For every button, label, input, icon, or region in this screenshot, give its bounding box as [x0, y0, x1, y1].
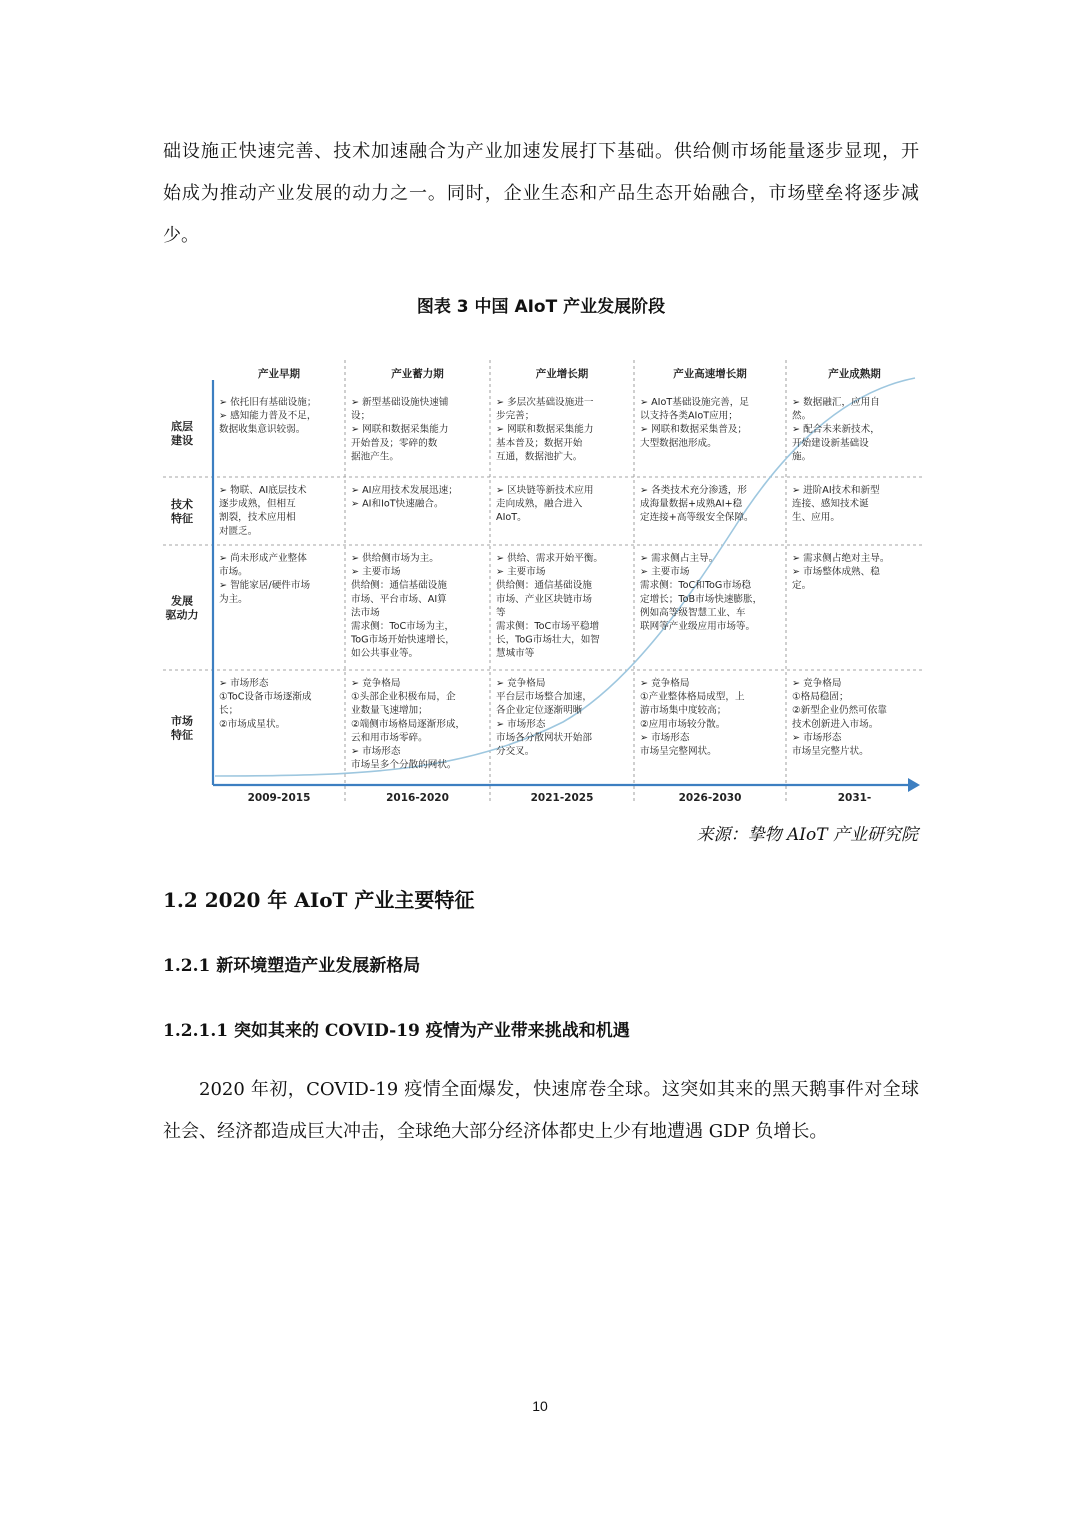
- intro-line-1: 础设施正快速完善、技术加速融合为产业加速发展打下基础。供给侧市场能量逐步显现，开: [163, 141, 919, 162]
- cell-text: 连接、感知技术诞: [792, 498, 869, 510]
- cell-text: 慧城市等: [496, 648, 535, 660]
- stage-header: 产业早期: [258, 368, 300, 380]
- cell-text: 长，ToG市场壮大，如智: [496, 634, 600, 646]
- cell-text: 市场、平台市场、AI算: [351, 593, 447, 605]
- cell-text: ➢ 需求侧占主导。: [640, 553, 719, 564]
- cell-text: 市场各分散网状开始部: [496, 732, 592, 744]
- year-label: 2009-2015: [247, 792, 311, 804]
- cell-text: 定增长；ToB市场快速膨胀，: [640, 593, 763, 605]
- cell-text: 平台层市场整合加速，: [496, 691, 592, 703]
- row-label: 特征: [171, 512, 193, 525]
- cell-text: ➢ 多层次基础设施进一: [496, 397, 594, 408]
- cell-text: 市场呈完整网状。: [640, 746, 717, 757]
- cell-text: 施。: [792, 451, 812, 463]
- cell-text: ➢ 智能家居/硬件市场: [219, 580, 311, 592]
- cell-text: 设；: [351, 410, 371, 422]
- cell-text: ➢ 物联、AI底层技术: [219, 485, 307, 496]
- cell-text: ➢ 市场整体成熟、稳: [792, 566, 880, 578]
- cell-text: ➢ 依托旧有基础设施；: [219, 397, 317, 408]
- cell-text: ➢ AIoT基础设施完善，足: [640, 397, 749, 408]
- cell-text: ➢ 网联和数据采集普及；: [640, 424, 748, 436]
- cell-text: ➢ 供给侧市场为主。: [351, 553, 439, 564]
- cell-text: 定连接+高等级安全保障。: [640, 512, 754, 524]
- cell-text: ➢ 市场形态: [496, 718, 546, 730]
- cell-text: ➢ 主要市场: [640, 566, 690, 578]
- cell-text: 对匮乏。: [219, 525, 258, 537]
- cell-text: 互通，数据池扩大。: [496, 451, 583, 463]
- stage-header: 产业蓄力期: [391, 368, 444, 380]
- cell-text: 割裂，技术应用相: [219, 512, 296, 524]
- cell-text: ➢ 主要市场: [496, 566, 546, 578]
- cell-text: 长；: [219, 705, 239, 717]
- cell-text: 逐步成熟，但相互: [219, 498, 296, 510]
- row-label: 发展: [171, 594, 193, 608]
- cell-text: 分交叉。: [496, 746, 535, 757]
- cell-text: 如公共事业等。: [351, 648, 419, 660]
- cell-text: ①头部企业积极布局，企: [351, 691, 456, 703]
- intro-line-3: 少。: [163, 225, 199, 246]
- cell-text: ➢ 配合未来新技术，: [792, 424, 880, 436]
- cell-text: ➢ 竞争格局: [792, 678, 842, 689]
- cell-text: 走向成熟，融合进入: [496, 498, 583, 510]
- cell-text: ➢ 数据融汇，应用自: [792, 397, 880, 408]
- cell-text: 云和用市场零碎。: [351, 732, 428, 744]
- cell-text: 业数量飞速增加；: [351, 705, 428, 717]
- cell-text: ToG市场开始快速增长，: [351, 634, 455, 646]
- cell-text: 需求侧：ToC和ToG市场稳: [640, 580, 752, 592]
- cell-text: ➢ 市场形态: [640, 732, 690, 744]
- cell-text: 法市场: [351, 607, 380, 619]
- row-label: 技术: [171, 498, 193, 511]
- cell-text: 市场呈多个分散的网状。: [351, 759, 457, 771]
- body-line-1: 2020 年初，COVID-19 疫情全面爆发，快速席卷全球。这突如其来的黑天鹅事件对全球: [199, 1079, 919, 1100]
- cell-text: ➢ 竞争格局: [640, 678, 690, 689]
- cell-text: 市场、产业区块链市场: [496, 593, 592, 605]
- cell-text: ➢ 新型基础设施快速铺: [351, 397, 449, 408]
- cell-text: 生、应用。: [792, 512, 840, 524]
- cell-text: 数据收集意识较弱。: [219, 424, 306, 436]
- cell-text: ➢ 区块链等新技术应用: [496, 485, 594, 496]
- cell-text: ➢ 网联和数据采集能力: [351, 424, 449, 436]
- cell-text: 供给侧：通信基础设施: [496, 580, 592, 592]
- stage-header: 产业增长期: [535, 368, 589, 380]
- cell-text: ➢ 需求侧占绝对主导。: [792, 553, 890, 564]
- cell-text: 市场。: [219, 566, 248, 578]
- cell-text: 供给侧：通信基础设施: [351, 580, 447, 592]
- stage-header: 产业高速增长期: [673, 368, 747, 380]
- stage-table-svg: [163, 352, 923, 804]
- year-label: 2026-2030: [678, 792, 742, 804]
- cell-text: AIoT。: [496, 512, 527, 524]
- cell-text: 成海量数据+成熟AI+稳: [640, 498, 743, 510]
- cell-text: ➢ AI应用技术发展迅速；: [351, 485, 458, 496]
- row-label: 建设: [171, 434, 193, 447]
- cell-text: 游市场集中度较高；: [640, 705, 727, 717]
- cell-text: 定。: [792, 580, 812, 592]
- row-label: 特征: [171, 728, 193, 742]
- cell-text: 技术创新进入市场。: [792, 718, 879, 730]
- cell-text: ①产业整体格局成型，上: [640, 691, 745, 703]
- cell-text: ①ToC设备市场逐渐成: [219, 691, 312, 703]
- intro-line-2: 始成为推动产业发展的动力之一。同时，企业生态和产品生态开始融合，市场壁垒将逐步减: [163, 183, 919, 204]
- year-label: 2031-: [837, 792, 872, 804]
- row-label: 驱动力: [165, 608, 199, 622]
- cell-text: 为主。: [219, 593, 248, 605]
- cell-text: 步完善；: [496, 410, 535, 422]
- cell-text: ➢ 竞争格局: [351, 678, 401, 689]
- cell-text: 大型数据池形成。: [640, 437, 717, 449]
- cell-text: 开始普及；零碎的数: [351, 437, 438, 449]
- figure-source: 来源：挚物 AIoT 产业研究院: [696, 825, 918, 845]
- cell-text: 然。: [792, 410, 812, 422]
- cell-text: ➢ 网联和数据采集能力: [496, 424, 594, 436]
- year-label: 2016-2020: [386, 792, 449, 804]
- cell-text: 各企业定位逐渐明晰: [496, 705, 583, 717]
- cell-text: 需求侧：ToC市场平稳增: [496, 621, 600, 632]
- cell-text: ➢ 尚未形成产业整体: [219, 553, 307, 564]
- row-label: 底层: [171, 420, 193, 433]
- cell-text: 市场呈完整片状。: [792, 746, 869, 757]
- cell-text: ②端侧市场格局逐渐形成，: [351, 718, 466, 730]
- cell-text: ➢ 供给、需求开始平衡。: [496, 553, 604, 564]
- section-heading-1-2: 1.2 2020 年 AIoT 产业主要特征: [163, 888, 475, 912]
- aiot-stage-figure: [163, 352, 923, 804]
- cell-text: 开始建设新基础设: [792, 437, 869, 449]
- cell-text: 联网等产业级应用市场等。: [640, 621, 756, 632]
- cell-text: ➢ 各类技术充分渗透，形: [640, 485, 748, 496]
- body-line-2: 社会、经济都造成巨大冲击，全球绝大部分经济体都史上少有地遭遇 GDP 负增长。: [163, 1121, 828, 1142]
- cell-text: 以支持各类AIoT应用；: [640, 410, 738, 422]
- cell-text: ➢ 市场形态: [219, 678, 269, 689]
- row-label: 市场: [171, 714, 193, 728]
- body-paragraph: [163, 1069, 919, 1153]
- section-heading-1-2-1-1: 1.2.1.1 突如其来的 COVID-19 疫情为产业带来挑战和机遇: [163, 1021, 630, 1041]
- cell-text: ②新型企业仍然可依靠: [792, 705, 887, 717]
- cell-text: ➢ 感知能力普及不足，: [219, 410, 317, 422]
- cell-text: 据池产生。: [351, 451, 399, 463]
- cell-text: ➢ 进阶AI技术和新型: [792, 485, 880, 496]
- x-axis-arrow: [908, 778, 920, 792]
- page-number: 10: [532, 1398, 548, 1414]
- intro-paragraph: [163, 131, 919, 257]
- year-label: 2021-2025: [530, 792, 594, 804]
- cell-text: 例如高等级智慧工业、车: [640, 607, 746, 619]
- cell-text: ①格局稳固；: [792, 691, 849, 703]
- cell-text: 等: [496, 607, 506, 619]
- cell-text: ➢ 主要市场: [351, 566, 401, 578]
- cell-text: ➢ 市场形态: [792, 732, 842, 744]
- cell-text: 基本普及；数据开始: [496, 437, 583, 449]
- cell-text: ②市场成星状。: [219, 718, 286, 730]
- stage-header: 产业成熟期: [828, 368, 881, 380]
- figure-caption: 图表 3 中国 AIoT 产业发展阶段: [416, 297, 666, 317]
- section-heading-1-2-1: 1.2.1 新环境塑造产业发展新格局: [163, 956, 421, 976]
- cell-text: 需求侧：ToC市场为主，: [351, 621, 455, 632]
- cell-text: ➢ AI和IoT快速融合。: [351, 498, 444, 510]
- cell-text: ➢ 竞争格局: [496, 678, 546, 689]
- cell-text: ➢ 市场形态: [351, 746, 401, 757]
- cell-text: ②应用市场较分散。: [640, 718, 726, 730]
